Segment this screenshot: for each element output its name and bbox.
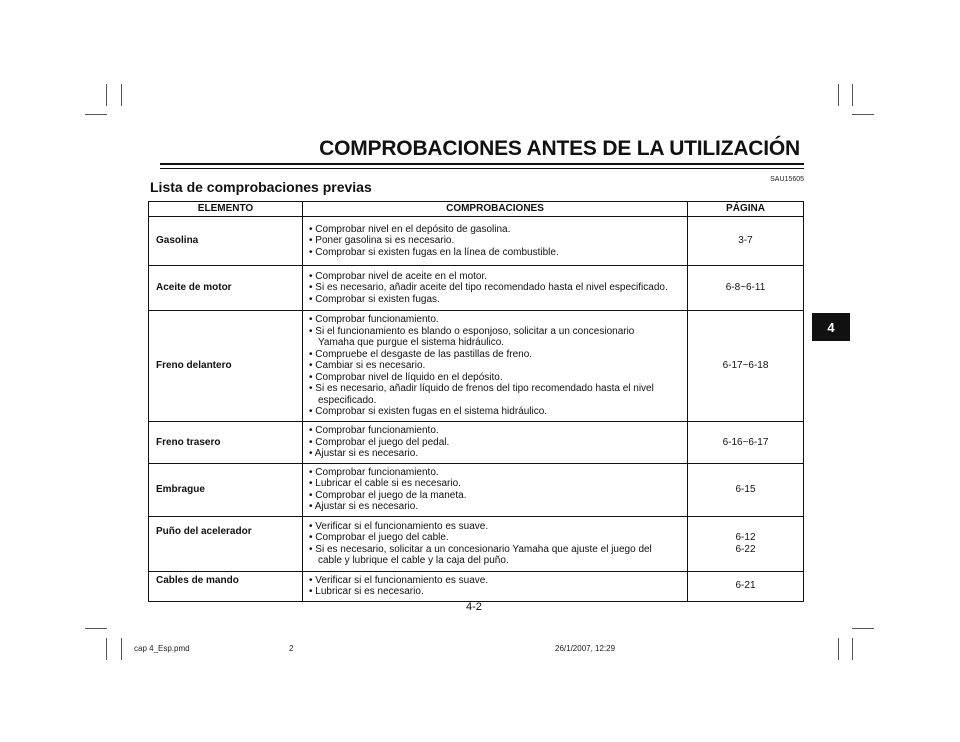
table-row (149, 217, 804, 266)
check-line: • Comprobar si existen fugas en la línea de combustible. (309, 246, 559, 258)
check-line: • Comprobar funcionamiento. (309, 314, 439, 326)
check-line: • Comprobar funcionamiento. (309, 466, 439, 478)
row-page (688, 422, 804, 464)
footer-page: 2 (289, 644, 294, 653)
check-line: • Lubricar si es necesario. (309, 586, 424, 597)
row-checks (303, 311, 688, 422)
table-header-row (149, 202, 804, 217)
chapter-tab: 4 (812, 313, 850, 341)
table-row (149, 311, 804, 422)
crop-mark (106, 638, 107, 660)
page-ref: 6-17~6-18 (722, 360, 769, 372)
check-line: • Si el funcionamiento es blando o esponjoso, solicitar a un concesionario (309, 325, 635, 337)
check-line: • Comprobar el juego de la maneta. (309, 489, 467, 501)
footer-filename: cap 4_Esp.pmd (134, 644, 190, 653)
check-line: • Si es necesario, solicitar a un concesionario Yamaha que ajuste el juego del (309, 543, 652, 555)
page-ref: 6-8~6-11 (725, 282, 766, 294)
row-page (688, 571, 804, 601)
check-line: • Comprobar nivel de aceite en el motor. (309, 270, 488, 282)
check-line: • Verificar si el funcionamiento es suave. (309, 574, 489, 586)
page-ref: 6-16~6-17 (722, 436, 769, 448)
row-element: Aceite de motor (149, 266, 303, 311)
table-row (149, 266, 804, 311)
page-ref: 6-21 (735, 580, 756, 592)
row-checks (303, 463, 688, 516)
checklist-table (148, 201, 804, 602)
check-line: • Poner gasolina si es necesario. (309, 235, 455, 247)
row-page (688, 311, 804, 422)
check-line: • Comprobar nivel en el depósito de gasolina. (309, 223, 511, 235)
crop-mark (852, 638, 853, 660)
row-element: Gasolina (149, 217, 303, 266)
row-checks (303, 571, 688, 601)
table-row (149, 516, 804, 571)
footer-date: 26/1/2007, 12:29 (555, 644, 616, 653)
row-element: Cables de mando (149, 571, 303, 601)
crop-mark (838, 638, 839, 660)
check-line: • Comprobar si existen fugas en el sistema hidráulico. (309, 406, 548, 418)
header-page: PÁGINA (688, 202, 804, 217)
check-line: • Si es necesario, añadir líquido de frenos del tipo recomendado hasta el nivel (309, 383, 654, 395)
check-line: cable y lubrique el cable y la caja del puño. (318, 555, 509, 566)
header-checks: COMPROBACIONES (303, 202, 688, 217)
check-line: • Comprobar funcionamiento. (309, 425, 439, 436)
crop-mark (85, 114, 107, 115)
row-element: Puño del acelerador (149, 516, 303, 571)
check-line: • Lubricar el cable si es necesario. (309, 478, 461, 489)
page-ref: 6-15 (735, 483, 756, 495)
row-element: Embrague (149, 463, 303, 516)
page-ref: 6-22 (735, 543, 756, 555)
crop-mark (121, 84, 122, 106)
row-page (688, 516, 804, 571)
section-code: SAU15605 (770, 176, 804, 183)
header-element: ELEMENTO (149, 202, 303, 217)
check-line: • Compruebe el desgaste de las pastillas de freno. (309, 348, 533, 360)
check-line: • Comprobar si existen fugas. (309, 293, 440, 305)
row-checks (303, 422, 688, 464)
row-page (688, 266, 804, 311)
table-row (149, 571, 804, 601)
crop-mark (85, 628, 107, 629)
row-checks (303, 516, 688, 571)
page-number: 4-2 (466, 601, 482, 613)
crop-mark (852, 114, 874, 115)
crop-mark (852, 84, 853, 106)
check-line: • Comprobar nivel de líquido en el depósito. (309, 371, 503, 383)
row-element: Freno delantero (149, 311, 303, 422)
check-line: • Ajustar si es necesario. (309, 448, 419, 459)
check-line: especificado. (318, 394, 377, 406)
page-ref: 3-7 (738, 235, 753, 247)
row-checks (303, 217, 688, 266)
title-rule-thin (160, 168, 804, 169)
row-page (688, 217, 804, 266)
check-line: • Verificar si el funcionamiento es suave. (309, 520, 489, 532)
title-rule (160, 163, 804, 165)
check-line: • Comprobar el juego del pedal. (309, 436, 450, 448)
row-element: Freno trasero (149, 422, 303, 464)
crop-mark (838, 84, 839, 106)
check-line: • Comprobar el juego del cable. (309, 532, 449, 543)
table-row (149, 422, 804, 464)
page-ref: 6-12 (735, 532, 756, 543)
row-page (688, 463, 804, 516)
check-line: • Si es necesario, añadir aceite del tipo recomendado hasta el nivel especificado. (309, 282, 668, 294)
check-line: • Cambiar si es necesario. (309, 360, 426, 372)
table-row (149, 463, 804, 516)
crop-mark (852, 628, 874, 629)
crop-mark (106, 84, 107, 106)
check-line: • Ajustar si es necesario. (309, 501, 419, 512)
section-subtitle: Lista de comprobaciones previas (150, 179, 372, 195)
row-checks (303, 266, 688, 311)
check-line: Yamaha que purgue el sistema hidráulico. (318, 337, 505, 349)
crop-mark (121, 638, 122, 660)
page-title: COMPROBACIONES ANTES DE LA UTILIZACIÓN (319, 137, 800, 160)
